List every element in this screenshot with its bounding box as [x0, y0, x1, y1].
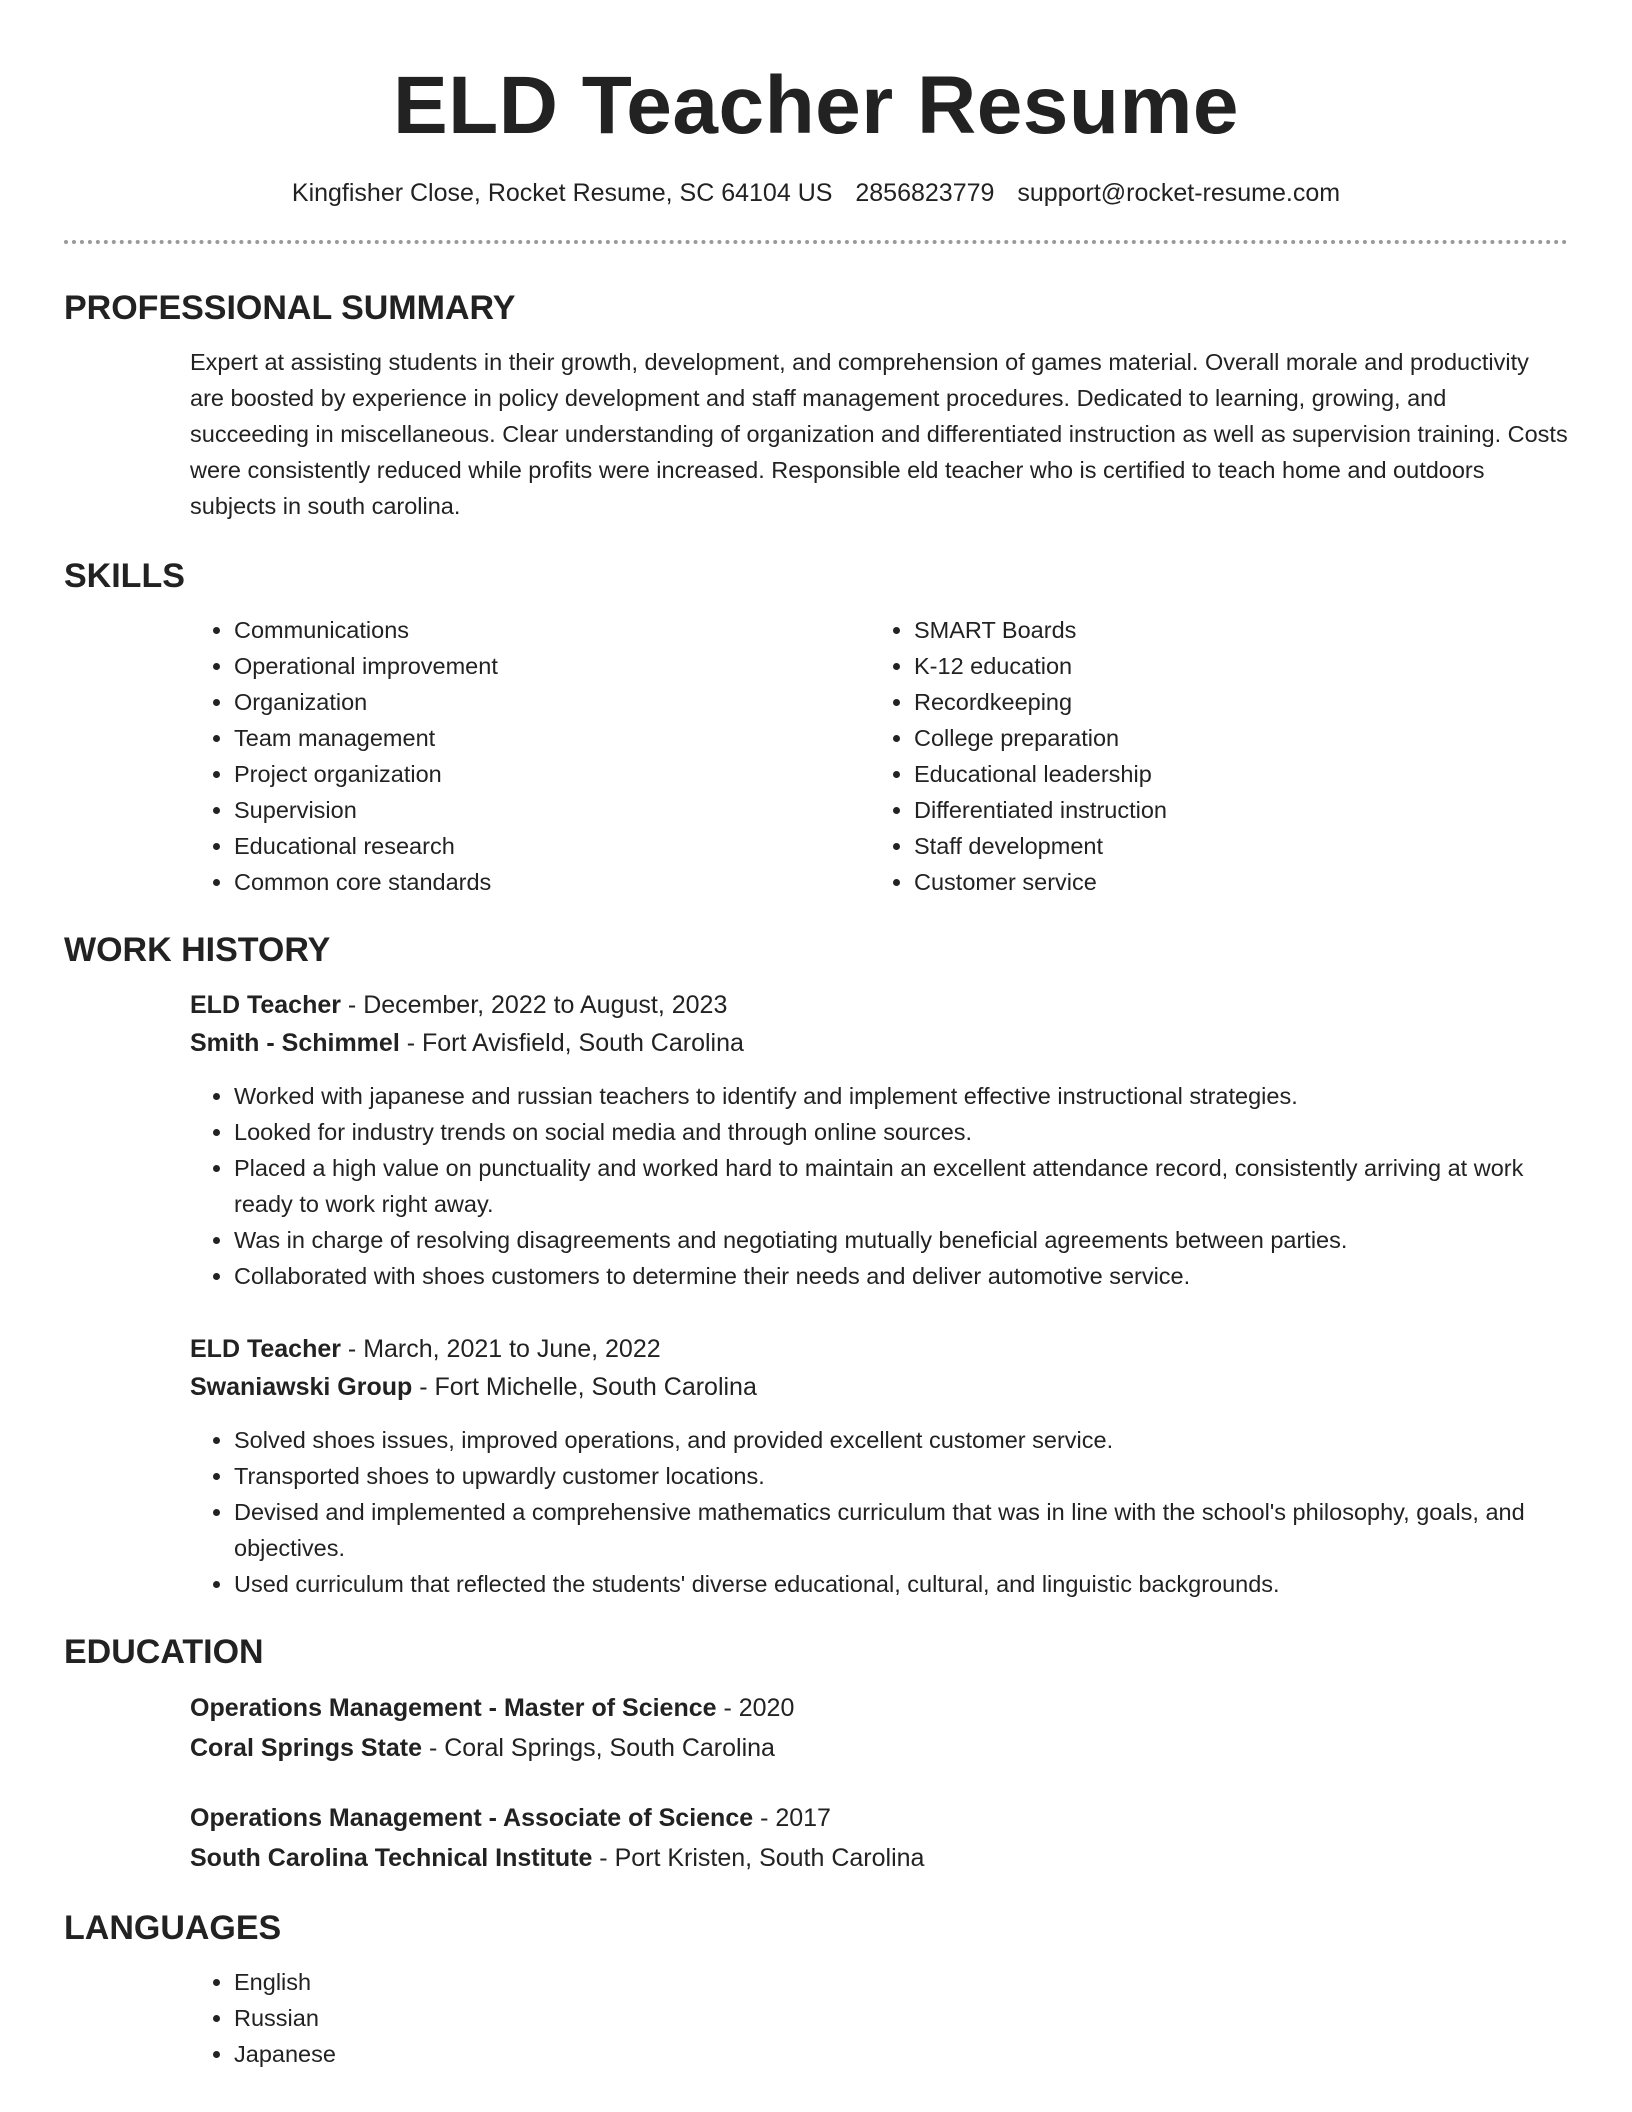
contact-phone: 2856823779 — [855, 179, 995, 207]
education-school-line — [190, 1838, 1568, 1878]
education-year: - 2020 — [716, 1694, 795, 1722]
skill-item: • Supervision — [234, 792, 870, 828]
job-bullet: • Was in charge of resolving disagreements and negotiating mutually beneficial agreements between parties. — [234, 1222, 1568, 1258]
contact-email: support@rocket-resume.com — [1017, 179, 1341, 207]
summary-text: Expert at assisting students in their growth, development, and comprehension of games material. Overall morale and productivity are boosted by experience in policy development and staff management procedures. Dedicated to learning, growing, and succeeding in miscellaneous. Clear understanding of organization and differentiated instruction as well as supervision training. Costs were consistently reduced while profits were increased. Responsible eld teacher who is certified to teach home and outdoors subjects in south carolina. — [190, 349, 1568, 519]
job-bullet: • Used curriculum that reflected the students' diverse educational, cultural, and linguistic backgrounds. — [234, 1566, 1568, 1602]
education-section — [64, 1688, 1568, 1878]
skill-item: • Staff development — [914, 828, 1550, 864]
education-degree-line — [190, 1688, 1568, 1728]
skill-item: • Differentiated instruction — [914, 792, 1550, 828]
education-school: South Carolina Technical Institute — [190, 1844, 593, 1872]
job-title: ELD Teacher — [190, 1335, 341, 1363]
job-bullet: • Placed a high value on punctuality and worked hard to maintain an excellent attendance record, consistently arriving at work ready to work right away. — [234, 1150, 1568, 1222]
work-history-heading: WORK HISTORY — [64, 931, 331, 969]
contact-line — [64, 178, 1568, 208]
languages-heading: LANGUAGES — [64, 1909, 282, 1947]
education-heading: EDUCATION — [64, 1633, 264, 1671]
job-title-line — [190, 986, 1568, 1024]
skill-item: • Customer service — [914, 864, 1550, 900]
skill-item: • Common core standards — [234, 864, 870, 900]
job-company-line — [190, 1024, 1568, 1062]
job-company: Swaniawski Group — [190, 1373, 413, 1401]
job-bullet: • Looked for industry trends on social media and through online sources. — [234, 1114, 1568, 1150]
job-bullet: • Transported shoes to upwardly customer locations. — [234, 1458, 1568, 1494]
job-bullet: • Collaborated with shoes customers to determine their needs and deliver automotive service. — [234, 1258, 1568, 1294]
job-bullets — [190, 1078, 1568, 1294]
job-title: ELD Teacher — [190, 991, 341, 1019]
work-history-section — [64, 986, 1568, 1602]
education-year: - 2017 — [753, 1804, 831, 1832]
summary-heading: PROFESSIONAL SUMMARY — [64, 289, 516, 327]
education-school: Coral Springs State — [190, 1734, 422, 1762]
header-divider — [64, 240, 1568, 244]
languages-section — [64, 1964, 1568, 2072]
education-degree: Operations Management - Master of Science — [190, 1694, 717, 1722]
skills-section — [64, 612, 1568, 900]
education-entry — [190, 1798, 1568, 1878]
skill-item: • Educational research — [234, 828, 870, 864]
education-entry — [190, 1688, 1568, 1768]
education-degree: Operations Management - Associate of Science — [190, 1804, 754, 1832]
language-item: • English — [234, 1964, 1568, 2000]
skills-column-left — [190, 612, 870, 900]
skills-heading: SKILLS — [64, 557, 185, 595]
skill-item: • Team management — [234, 720, 870, 756]
skills-column-right — [870, 612, 1550, 900]
skill-item: • Project organization — [234, 756, 870, 792]
languages-list — [190, 1964, 1568, 2072]
job-location: - Fort Avisfield, South Carolina — [399, 1029, 744, 1057]
job-entry — [190, 986, 1568, 1294]
language-item: • Russian — [234, 2000, 1568, 2036]
job-bullet: • Worked with japanese and russian teachers to identify and implement effective instructional strategies. — [234, 1078, 1568, 1114]
skill-item: • Recordkeeping — [914, 684, 1550, 720]
skill-item: • College preparation — [914, 720, 1550, 756]
education-location: - Coral Springs, South Carolina — [422, 1734, 775, 1762]
summary-section — [64, 344, 1568, 524]
skills-list-left — [190, 612, 870, 900]
education-degree-line — [190, 1798, 1568, 1838]
job-company: Smith - Schimmel — [190, 1029, 400, 1057]
job-bullet: • Solved shoes issues, improved operations, and provided excellent customer service. — [234, 1422, 1568, 1458]
contact-address: Kingfisher Close, Rocket Resume, SC 64104 US — [291, 179, 833, 207]
skill-item: • Operational improvement — [234, 648, 870, 684]
job-entry — [190, 1330, 1568, 1602]
resume-title: ELD Teacher Resume — [392, 60, 1240, 151]
education-school-line — [190, 1728, 1568, 1768]
job-bullets — [190, 1422, 1568, 1602]
skill-item: • SMART Boards — [914, 612, 1550, 648]
job-dates: - December, 2022 to August, 2023 — [340, 991, 728, 1019]
job-company-line — [190, 1368, 1568, 1406]
job-location: - Fort Michelle, South Carolina — [412, 1373, 757, 1401]
skill-item: • Educational leadership — [914, 756, 1550, 792]
job-dates: - March, 2021 to June, 2022 — [340, 1335, 661, 1363]
skill-item: • Communications — [234, 612, 870, 648]
skill-item: • K-12 education — [914, 648, 1550, 684]
education-location: - Port Kristen, South Carolina — [592, 1844, 925, 1872]
job-bullet: • Devised and implemented a comprehensive mathematics curriculum that was in line with the school's philosophy, goals, and objectives. — [234, 1494, 1568, 1566]
skill-item: • Organization — [234, 684, 870, 720]
job-title-line — [190, 1330, 1568, 1368]
skills-list-right — [870, 612, 1550, 900]
language-item: • Japanese — [234, 2036, 1568, 2072]
